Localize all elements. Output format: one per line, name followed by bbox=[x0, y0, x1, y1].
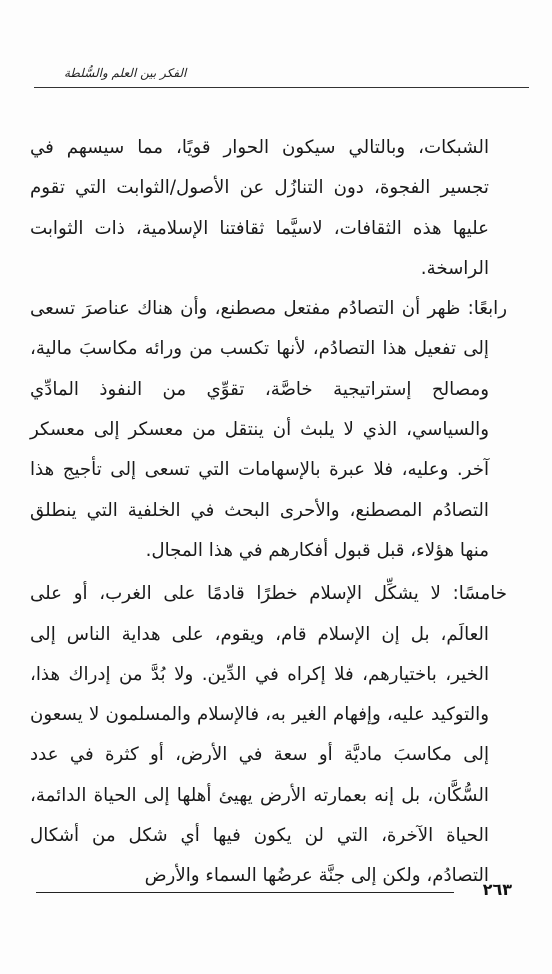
body-text bbox=[30, 128, 507, 897]
header-rule bbox=[34, 87, 529, 88]
paragraph-continuation: الشبكات، وبالتالي سيكون الحوار قويًا، مما سيسهم في تجسير الفجوة، دون التنازُل عن الأصول/الثوابت التي تقوم عليها هذه الثقافات، لاسيَّما ثقافتنا الإسلامية، ذات الثوابت الراسخة. bbox=[30, 137, 489, 279]
page-footer bbox=[36, 880, 512, 904]
page-number: ٢٦٣ bbox=[482, 880, 512, 899]
paragraph-fifth-point: خامسًا: لا يشكِّل الإسلام خطرًا قادمًا على الغرب، أو على العالَم، بل إن الإسلام قام، ويقوم، على هداية الناس إلى الخير، باختيارهم، فلا إكراه في الدِّين. ولا بُدَّ من إدراك هذا، والتوكيد عليه، وإفهام الغير به، فالإسلام والمسلمون لا يسعون إلى مكاسبَ ماديَّة أو سعة في الأرض، أو كثرة في عدد السُّكَّان، بل إنه بعمارته الأرض يهيئ أهلها إلى الحياة الدائمة، الحياة الآخرة، التي لن يكون فيها أي شكل من أشكال التصادُم، ولكن إلى جنَّة عرضُها السماء والأرض bbox=[30, 583, 507, 887]
running-header bbox=[34, 58, 529, 88]
paragraph-fourth-point: رابعًا: ظهر أن التصادُم مفتعل مصطنع، وأن هناك عناصرَ تسعى إلى تفعيل هذا التصادُم، لأنها تكسب من ورائه مكاسبَ مالية، ومصالح إستراتيجية خاصَّة، تقوِّي من النفوذ المادِّي والسياسي، الذي لا يلبث أن ينتقل من معسكر إلى معسكر آخر. وعليه، فلا عبرة بالإسهامات التي تسعى إلى تأجيج هذا التصادُم المصطنع، والأحرى البحث في الخلفية التي ينطلق منها هؤلاء، قبل قبول أفكارهم في هذا المجال. bbox=[30, 298, 507, 561]
book-title: الفكر بين العلم والسُّلطة bbox=[64, 66, 187, 80]
footer-rule bbox=[36, 892, 454, 893]
